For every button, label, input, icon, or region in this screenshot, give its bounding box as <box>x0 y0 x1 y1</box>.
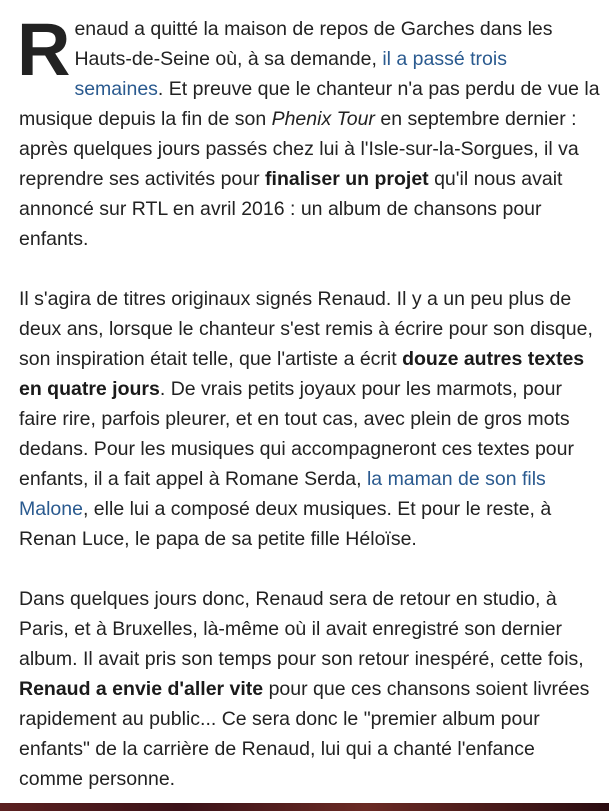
link-trois-semaines[interactable]: il a passé trois semaines <box>74 48 507 100</box>
paragraph-2-text-3: , elle lui a composé deux musiques. Et pour le reste, à Renan Luce, le papa de sa petite fille Héloïse. <box>19 498 552 550</box>
paragraph-3-text-1: Dans quelques jours donc, Renaud sera de retour en studio, à Paris, et à Bruxelles, là-même où il avait enregistré son dernier album. Il avait pris son temps pour son retour inespéré, cette fois, <box>19 588 584 670</box>
paragraph-1-text-2: . Et preuve que le chanteur n'a pas perdu de vue la musique depuis la fin de son <box>19 78 600 130</box>
paragraph-1 <box>17 8 601 254</box>
paragraph-1-text-1: enaud a quitté la maison de repos de Garches dans les Hauts-de-Seine où, à sa demande, <box>74 18 553 70</box>
paragraph-1-text-3: en septembre dernier : après quelques jours passés chez lui à l'Isle-sur-la-Sorgues, il va reprendre ses activités pour <box>19 108 579 190</box>
bold-douze-textes: douze autres textes en quatre jours <box>19 348 585 400</box>
paragraph-1-text-4: qu'il nous avait annoncé sur RTL en avril 2016 : un album de chansons pour enfants. <box>19 168 563 250</box>
italic-phenix-tour: Phenix Tour <box>271 108 375 130</box>
paragraph-2-text-1: Il s'agira de titres originaux signés Renaud. Il y a un peu plus de deux ans, lorsque le chanteur s'est remis à écrire pour son disque, son inspiration était telle, que l'artiste a écrit <box>19 288 593 370</box>
link-maman-malone[interactable]: la maman de son fils Malone <box>19 468 546 520</box>
paragraph-3 <box>19 584 601 794</box>
bottom-image-strip <box>0 803 609 811</box>
paragraph-3-text-2: pour que ces chansons soient livrées rapidement au public... Ce sera donc le "premier album pour enfants" de la carrière de Renaud, lui qui a chanté l'enfance comme personne. <box>19 678 590 790</box>
bold-envie-aller-vite: Renaud a envie d'aller vite <box>19 678 264 700</box>
bold-finaliser-un-projet: finaliser un projet <box>265 168 429 190</box>
paragraph-2-text-2: . De vrais petits joyaux pour les marmots, pour faire rire, parfois pleurer, et en tout cas, avec plein de gros mots dedans. Pour les musiques qui accompagneront ces textes pour enfants, il a fait appel à Romane Serda, <box>19 378 574 490</box>
paragraph-2 <box>19 284 601 554</box>
drop-cap: R <box>17 8 71 91</box>
